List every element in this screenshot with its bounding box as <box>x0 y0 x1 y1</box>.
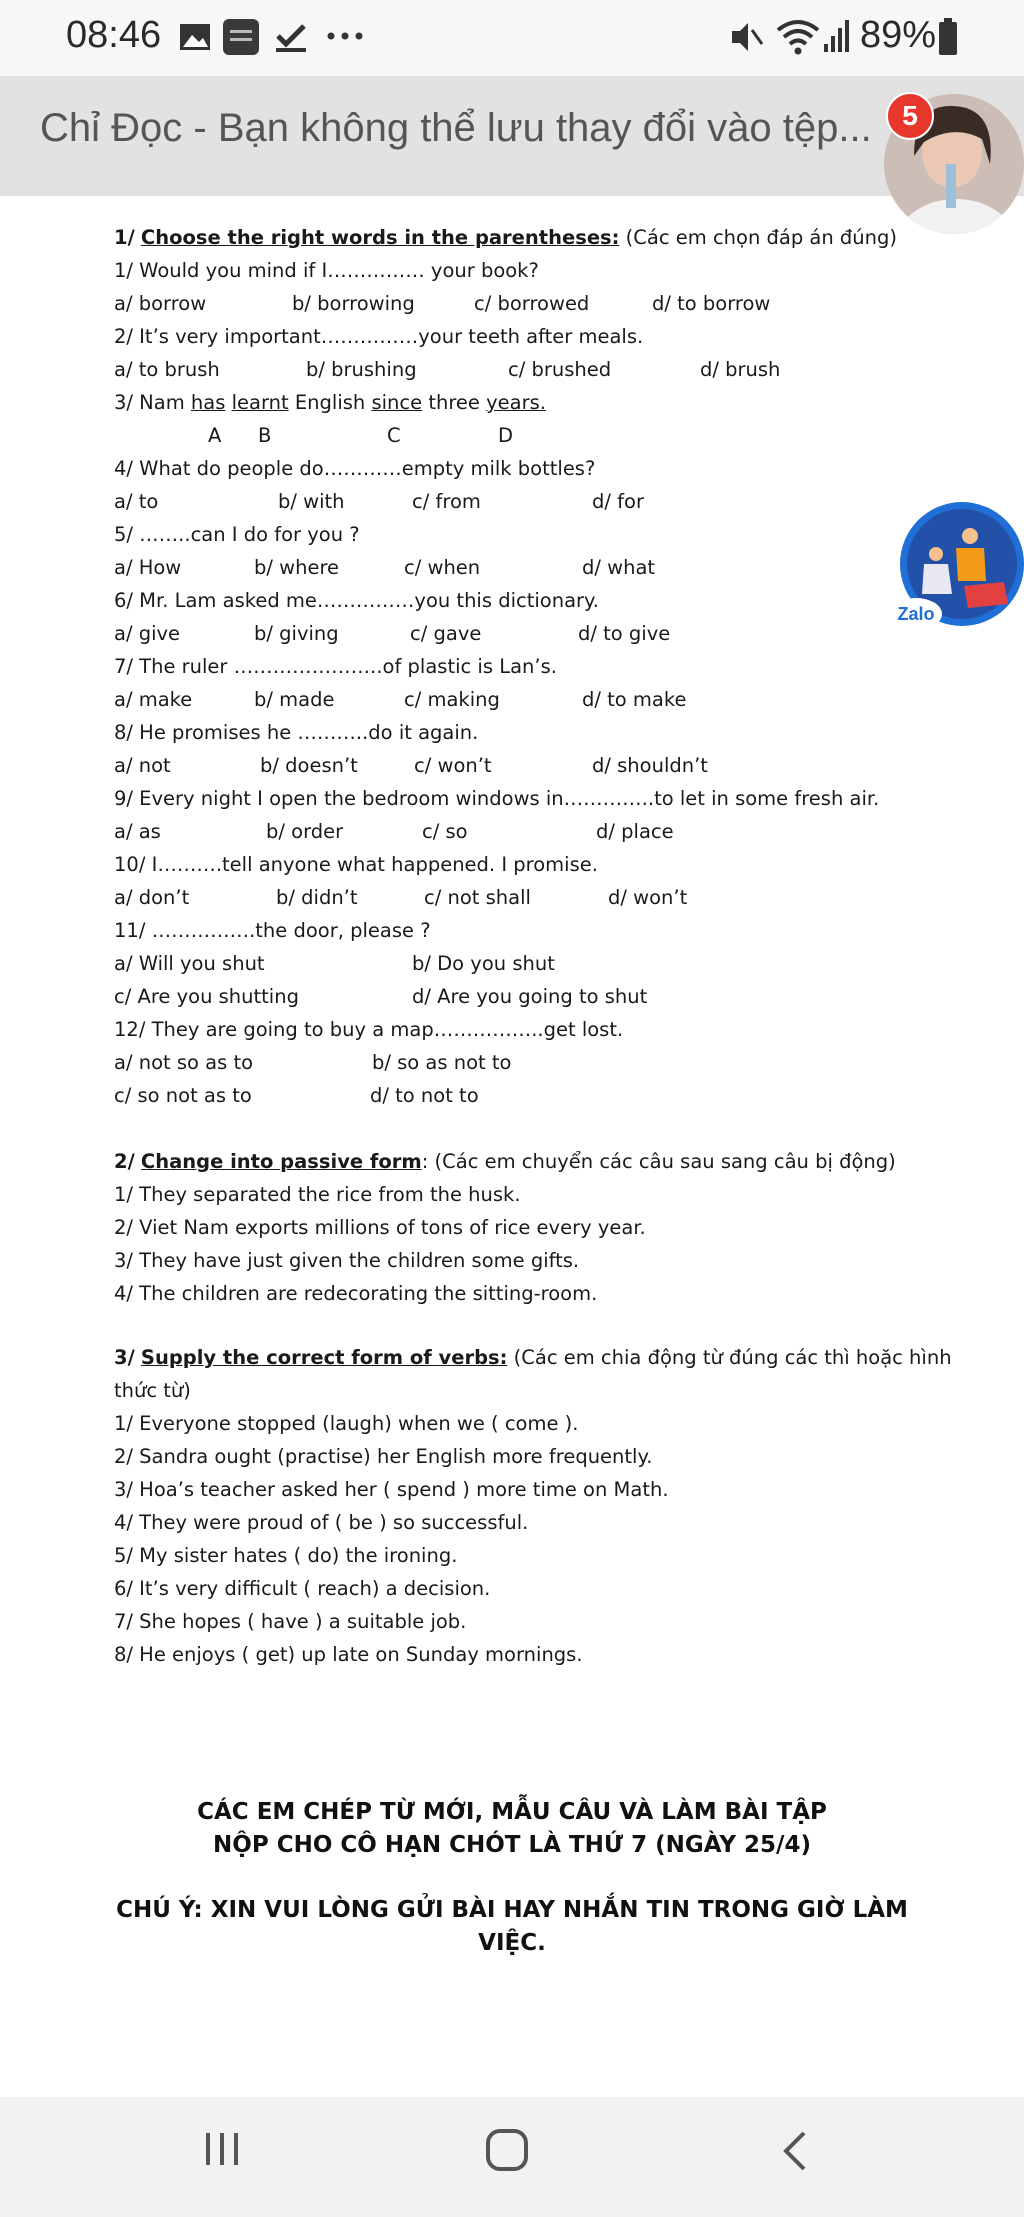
instruction-line: NỘP CHO CÔ HẠN CHÓT LÀ THỨ 7 (NGÀY 25/4) <box>213 1832 811 1858</box>
option: b/ made <box>254 688 335 711</box>
verb-item: 5/ My sister hates ( do) the ironing. <box>114 1544 458 1567</box>
question-3: 3/ Nam has learnt English since three years. <box>114 391 546 414</box>
option: a/ not <box>114 754 171 777</box>
verb-item: 4/ They were proud of ( be ) so successful. <box>114 1511 529 1534</box>
passive-item: 2/ Viet Nam exports millions of tons of rice every year. <box>114 1216 646 1239</box>
option: d/ place <box>596 820 674 843</box>
more-notifications-icon <box>326 30 366 42</box>
section3-heading: 3/ Supply the correct form of verbs: (Các em chia động từ đúng các thì hoặc hình <box>114 1346 952 1369</box>
option: d/ to not to <box>370 1084 479 1107</box>
option: d/ for <box>592 490 644 513</box>
option-letter: A <box>208 424 222 447</box>
battery-percent: 89% <box>860 14 937 56</box>
option: d/ Are you going to shut <box>412 985 648 1008</box>
option: b/ doesn’t <box>260 754 358 777</box>
question-2: 2/ It’s very important……………your teeth after meals. <box>114 325 644 348</box>
question-4: 4/ What do people do…………empty milk bottles? <box>114 457 596 480</box>
mute-icon <box>728 18 764 56</box>
passive-item: 4/ The children are redecorating the sitting-room. <box>114 1282 598 1305</box>
question-11: 11/ …………….the door, please ? <box>114 919 431 942</box>
question-6: 6/ Mr. Lam asked me……………you this dictionary. <box>114 589 600 612</box>
navigation-bar <box>0 2097 1024 2217</box>
verb-item: 6/ It’s very difficult ( reach) a decision. <box>114 1577 491 1600</box>
verb-item: 2/ Sandra ought (practise) her English more frequently. <box>114 1445 653 1468</box>
option: c/ borrowed <box>474 292 590 315</box>
question-5: 5/ ……..can I do for you ? <box>114 523 360 546</box>
zalo-group-icon <box>886 486 1024 642</box>
signal-icon <box>822 18 852 54</box>
chat-head-badge: 5 <box>886 92 934 140</box>
option: d/ what <box>582 556 656 579</box>
app-notification-icon <box>222 18 260 56</box>
option: b/ where <box>254 556 340 579</box>
section2-heading: 2/ Change into passive form: (Các em chuyển các câu sau sang câu bị động) <box>114 1150 896 1173</box>
zalo-label: Zalo <box>897 604 935 624</box>
task-check-icon <box>274 20 308 54</box>
verb-item: 3/ Hoa’s teacher asked her ( spend ) more time on Math. <box>114 1478 669 1501</box>
option: c/ gave <box>410 622 482 645</box>
option: d/ to make <box>582 688 687 711</box>
option: a/ make <box>114 688 193 711</box>
option: d/ shouldn’t <box>592 754 708 777</box>
back-button[interactable] <box>776 2127 816 2175</box>
option: b/ so as not to <box>372 1051 512 1074</box>
option-letter: C <box>387 424 401 447</box>
option: a/ give <box>114 622 181 645</box>
option: b/ Do you shut <box>412 952 555 975</box>
battery-icon <box>938 18 958 56</box>
wifi-icon <box>776 16 820 56</box>
question-1: 1/ Would you mind if I…………… your book? <box>114 259 539 282</box>
zalo-chat-bubble[interactable] <box>886 486 1024 642</box>
option: c/ from <box>412 490 481 513</box>
verb-item: 7/ She hopes ( have ) a suitable job. <box>114 1610 467 1633</box>
option: c/ won’t <box>414 754 492 777</box>
read-only-banner <box>0 76 1024 196</box>
option: b/ brushing <box>306 358 417 381</box>
option: a/ don’t <box>114 886 190 909</box>
option: c/ not shall <box>424 886 531 909</box>
clock: 08:46 <box>66 14 162 56</box>
option: b/ with <box>278 490 345 513</box>
option: d/ to borrow <box>652 292 771 315</box>
document-title: Chỉ Đọc - Bạn không thể lưu thay đổi vào tệp... <box>40 106 872 150</box>
question-9: 9/ Every night I open the bedroom windows in…………..to let in some fresh air. <box>114 787 880 810</box>
option-letter: D <box>498 424 514 447</box>
question-12: 12/ They are going to buy a map……………..get lost. <box>114 1018 624 1041</box>
status-bar <box>0 0 1024 76</box>
home-button[interactable] <box>484 2127 532 2175</box>
option: a/ as <box>114 820 161 843</box>
verb-item: 1/ Everyone stopped (laugh) when we ( come ). <box>114 1412 579 1435</box>
option: b/ giving <box>254 622 339 645</box>
option: a/ to <box>114 490 159 513</box>
section1-heading: 1/ Choose the right words in the parentheses: (Các em chọn đáp án đúng) <box>114 226 897 249</box>
option: b/ borrowing <box>292 292 415 315</box>
verb-item: 8/ He enjoys ( get) up late on Sunday mornings. <box>114 1643 583 1666</box>
option: b/ order <box>266 820 344 843</box>
question-7: 7/ The ruler …………………..of plastic is Lan’s. <box>114 655 557 678</box>
option: c/ brushed <box>508 358 612 381</box>
option: c/ making <box>404 688 500 711</box>
option: d/ won’t <box>608 886 688 909</box>
option: c/ so <box>422 820 468 843</box>
option: c/ Are you shutting <box>114 985 299 1008</box>
instruction-line: CÁC EM CHÉP TỪ MỚI, MẪU CÂU VÀ LÀM BÀI TẬP <box>197 1799 827 1825</box>
gallery-icon <box>178 20 212 54</box>
option: c/ when <box>404 556 481 579</box>
option: c/ so not as to <box>114 1084 252 1107</box>
recent-apps-button[interactable] <box>200 2127 244 2171</box>
option: a/ How <box>114 556 182 579</box>
question-10: 10/ I……….tell anyone what happened. I promise. <box>114 853 598 876</box>
passive-item: 3/ They have just given the children some gifts. <box>114 1249 580 1272</box>
option: a/ borrow <box>114 292 207 315</box>
warning-line: CHÚ Ý: XIN VUI LÒNG GỬI BÀI HAY NHẮN TIN TRONG GIỜ LÀM <box>116 1897 908 1923</box>
option: a/ not so as to <box>114 1051 254 1074</box>
question-8: 8/ He promises he ………..do it again. <box>114 721 479 744</box>
option: b/ didn’t <box>276 886 358 909</box>
option: d/ to give <box>578 622 671 645</box>
section3-note-cont: thức từ) <box>114 1379 191 1402</box>
option: d/ brush <box>700 358 781 381</box>
passive-item: 1/ They separated the rice from the husk. <box>114 1183 521 1206</box>
option: a/ to brush <box>114 358 220 381</box>
option: a/ Will you shut <box>114 952 265 975</box>
option-letter: B <box>258 424 272 447</box>
warning-line: VIỆC. <box>478 1930 546 1956</box>
